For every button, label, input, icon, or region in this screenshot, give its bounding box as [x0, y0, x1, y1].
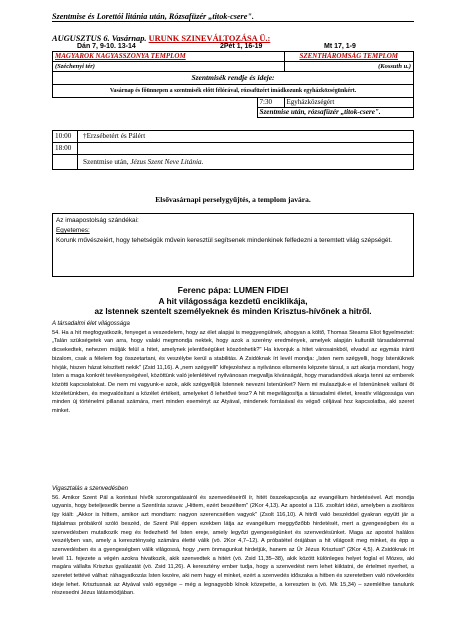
place-2: (Kossuth u.) — [284, 62, 414, 72]
time-730: 7:30 — [257, 98, 284, 108]
prayer-intentions-box — [52, 213, 414, 277]
article-subtitle-2: az Istennek szentelt személyeknek és minden Krisztus-hívőnek a hitről. — [94, 307, 372, 316]
litany-name: Jézus Szent Neve Litánia. — [130, 158, 204, 166]
place-1: (Széchenyi tér) — [53, 62, 285, 72]
order-title: Szentmisék rendje és ideje: — [53, 72, 414, 85]
church-1: MAGYAROK NAGYASSZONYA TEMPLOM — [53, 52, 285, 62]
mass-row — [53, 143, 413, 155]
intentions-label: Az imaapostolság szándékai: — [56, 217, 139, 224]
top-line: Szentmise és Lorettói litánia után, Rózsafüzér „titok-csere". — [52, 12, 254, 21]
congregation: Egyházközségért — [284, 98, 414, 108]
notice-row — [53, 85, 414, 98]
reading-3: Mt 17, 1-9 — [324, 43, 356, 50]
church-row — [53, 52, 414, 62]
article-body-1 — [52, 320, 414, 416]
order-row — [53, 72, 414, 85]
place-row — [53, 62, 414, 72]
section-heading: A társadalmi élet világossága — [52, 321, 130, 327]
article-body-2 — [52, 485, 414, 598]
intentions-text: Korunk művészeiért, hogy tehetségük művein keresztül segítsenek mindenkinek felfedezni a teremtett világ szépségét. — [56, 237, 393, 244]
article-subtitle-1: A hit világossága kezdetű enciklikája, — [158, 296, 308, 306]
reading-1: Dán 7, 9-10. 13-14 — [77, 43, 136, 50]
feast-name: URUNK SZINEVÁLTOZÁSA Ü.: — [148, 34, 271, 43]
mass-time: 18:00 — [55, 144, 72, 152]
paragraph: 56. Amikor Szent Pál a korintusi hívők szorongatásairól és szenvedéseiről ír, hitét összekapcsolja az evangélium hirdetésével. Azt mondja ugyanis, hogy beteljesedik benne a Szentírás szava: „Hittem, ezért beszéltem" (2Kor 4,13). Az apostol a 116. zsoltárt idézi, amelyben a zsoltáros így kiált: „Akkor is hittem, amikor azt mondtam: nagyon szerencsétlen vagyok" (Zsolt 116,10). A hitről való beszéddel gyakran együtt jár a fájdalmas próbákról szóló beszéd, de Szent Pál éppen ezekben látja az evangélium meggyőzőbb hirdetését, mert a gyengeségben és a szenvedésben mutatkozik meg és fedezhető fel Isten ereje, amely legyőzi gyengeségünket és szenvedésünket. Maga az apostol halálos veszélyben van, amely a kereszténység számára életté válik (vö. 2Kor 4,7–12). A próbatétel órájában a hit világosít meg minket, és épp a szenvedésben és a gyengeségben válik világossá, hogy „nem önmagunkat hirdetjük, hanem az Úr Jézus Krisztust" (2Kor 4,5). A Zsidóknak írt levél 11. fejezete a végén azokra hivatkozik, akik szenvedtek a hitért (vö. Zsid 11,35–38), akik között különleges helyet foglal el Mózes, aki magára vállalta Krisztus gyalázatát (vö. Zsid 11,26). A keresztény ember tudja, hogy a szenvedést nem lehet kiiktatni, de értelmet nyerhet, a szeretet tettévé válhat: ráhagyatkozás Isten kezére, aki nem hagy el minket, ezért a szenvedés időszaka a hitben és szeretetben való növekedés ideje lehet. Krisztusnak az Atyával való egysége – még a legnagyobb kínok közepette, a kereszten is (vö. Mk 15,34) – szemléltve tanulunk részesedni Jézus látásmódjában. — [52, 494, 414, 597]
after-mass-row — [53, 108, 414, 118]
mass-intention: †Erzsébetért és Pálért — [83, 132, 146, 140]
reading-2: 2Pét 1, 16-19 — [220, 43, 263, 50]
notice: Vasárnap és főünnepen a szentmisék előtt félórával, rózsafüzért imádkozunk egyházközségünkért. — [53, 85, 414, 98]
date-prefix: AUGUSZTUS 6. Vasárnap. — [52, 34, 147, 43]
time-row-730 — [53, 98, 414, 108]
article-title: Ferenc pápa: LUMEN FIDEI — [177, 285, 289, 295]
section-heading: Vigasztalás a szenvedésben — [52, 486, 128, 492]
divider — [52, 21, 414, 22]
schedule-table — [52, 51, 414, 118]
intentions-general-label: Egyetemes: — [56, 227, 90, 234]
mass-list — [52, 130, 414, 170]
church-2: SZENTHÁROMSÁG TEMPLOM — [284, 52, 414, 62]
mass-time: 10:00 — [55, 132, 72, 140]
collection-note: Elsővasárnapi perselygyűjtés, a templom javára. — [155, 195, 311, 204]
mass-row — [53, 155, 413, 169]
date-line — [52, 34, 270, 43]
litany-note: Szentmise után, Jézus Szent Neve Litánia. — [83, 158, 204, 166]
mass-row — [53, 131, 413, 143]
after-mass: Szentmise után, rózsafüzér „titok-csere". — [257, 108, 414, 118]
paragraph: 54. Ha a hit megfogyatkozik, fenyeget a veszedelem, hogy az élet alapjai is meggyengülnek, ahogyan a költő, Thomas Stearns Eliot figyelmeztet: „Talán szükségetek van arra, hogy valaki megmondja nektek, hogy azok a szerény eredmények, amelyek alapján kulturált társadalommal dicsekedtek, nehezen múlják felül a hitet, amelynek jelentőségüket köszönhetik?" Ha kivonjuk a hitet városainkból, elvadul az egymás iránti bizalom, csak a félelem fog összetartani, és veszélybe kerül a stabilitás. A Zsidóknak írt levél mondja: „Isten nem szégyelli, hogy Isteniüknek hívják, hiszen házat készített nekik" (Zsid 11,16). A „nem szégyelli" kifejezéshez a nyilvános elismerés képzete társul, s azt akarja mondani, hogy Isten a maga konkrét tevékenységével, közöttünk való jelenlétével nyilvánosan megvallja kívánságát, hogy maradandóvá akarja tenni az emberek közötti kapcsolatokat. De nem mi vagyunk-e azok, akik szégyelljük Istennek nevezni Istenünket? Nem mi mulasztjuk-e el Istenünknek vallani őt közéletünkben, és megvalósítani a közélet értékeit, amelyeket ő lehetővé tesz? A hit megvilágosítja a társadalmi életet, kreatív világossága van minden új történelmi pillanat számára, mert minden eseményt az Atyával, mindenek forrásával és végső céljával hoz kapcsolatba, aki szeret minket. — [52, 329, 414, 415]
